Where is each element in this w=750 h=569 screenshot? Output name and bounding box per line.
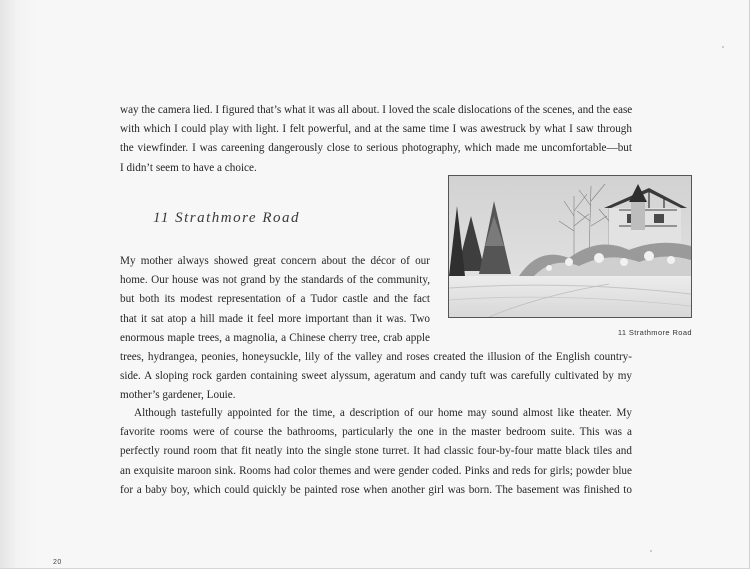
text-line: Although tastefully appointed for the time, a description of our home may sound almost like theater. My: [134, 407, 632, 419]
photo-caption: 11 Strathmore Road: [617, 328, 692, 337]
page-number: 20: [53, 559, 62, 566]
photo-illustration: [449, 176, 691, 317]
text-line: I didn’t seem to have a choice.: [120, 161, 257, 174]
text-line: favorite rooms were of course the bathrooms, particularly the one in the master bedroom suite. This was a: [120, 426, 632, 439]
house-in-snow-photo: [448, 175, 692, 318]
paper-speck: [650, 550, 652, 552]
paragraph-mother-narrow: [120, 252, 430, 348]
paragraph-mother-wide: [120, 348, 632, 406]
text-line: enormous maple trees, a magnolia, a Chinese cherry tree, crab apple: [120, 331, 430, 344]
paper-speck: [722, 46, 724, 48]
text-line: for a baby boy, which could quickly be painted rose when another girl was born. The basement was finished to: [120, 483, 632, 496]
text-line: the viewfinder. I was careening dangerously close to serious photography, which made me uncomfortable—but: [120, 142, 632, 155]
text-line: trees, hydrangea, peonies, honeysuckle, lily of the valley and roses created the illusion of the English country-: [120, 351, 632, 363]
section-heading: 11 Strathmore Road: [153, 210, 300, 226]
text-line: side. A sloping rock garden containing sweet alyssum, ageratum and candy tuft was carefully cultivated by my: [120, 370, 632, 383]
text-line: with which I could play with light. I felt powerful, and at the same time I was awestruck by what I saw through: [120, 123, 632, 136]
text-line: way the camera lied. I figured that’s what it was all about. I loved the scale dislocations of the scenes, and the ease: [120, 104, 632, 116]
paragraph-top: [120, 101, 632, 178]
text-line: My mother always showed great concern about the décor of our: [120, 255, 430, 267]
paragraph-theater: [120, 404, 632, 500]
text-line: perfectly round room that fit neatly into the single stone turret. It had classic four-by-four matte black tiles and: [120, 445, 632, 458]
text-line: home. Our house was not grand by the standards of the community,: [120, 274, 430, 287]
text-line: mother’s gardener, Louie.: [120, 389, 236, 402]
text-line: that it sat atop a hill made it feel more important than it was. Two: [120, 312, 430, 325]
text-line: but both its modest representation of a Tudor castle and the fact: [120, 293, 430, 306]
text-line: an exquisite maroon sink. Rooms had color themes and were gender coded. Pinks and reds for girls; powder blue: [120, 464, 632, 477]
